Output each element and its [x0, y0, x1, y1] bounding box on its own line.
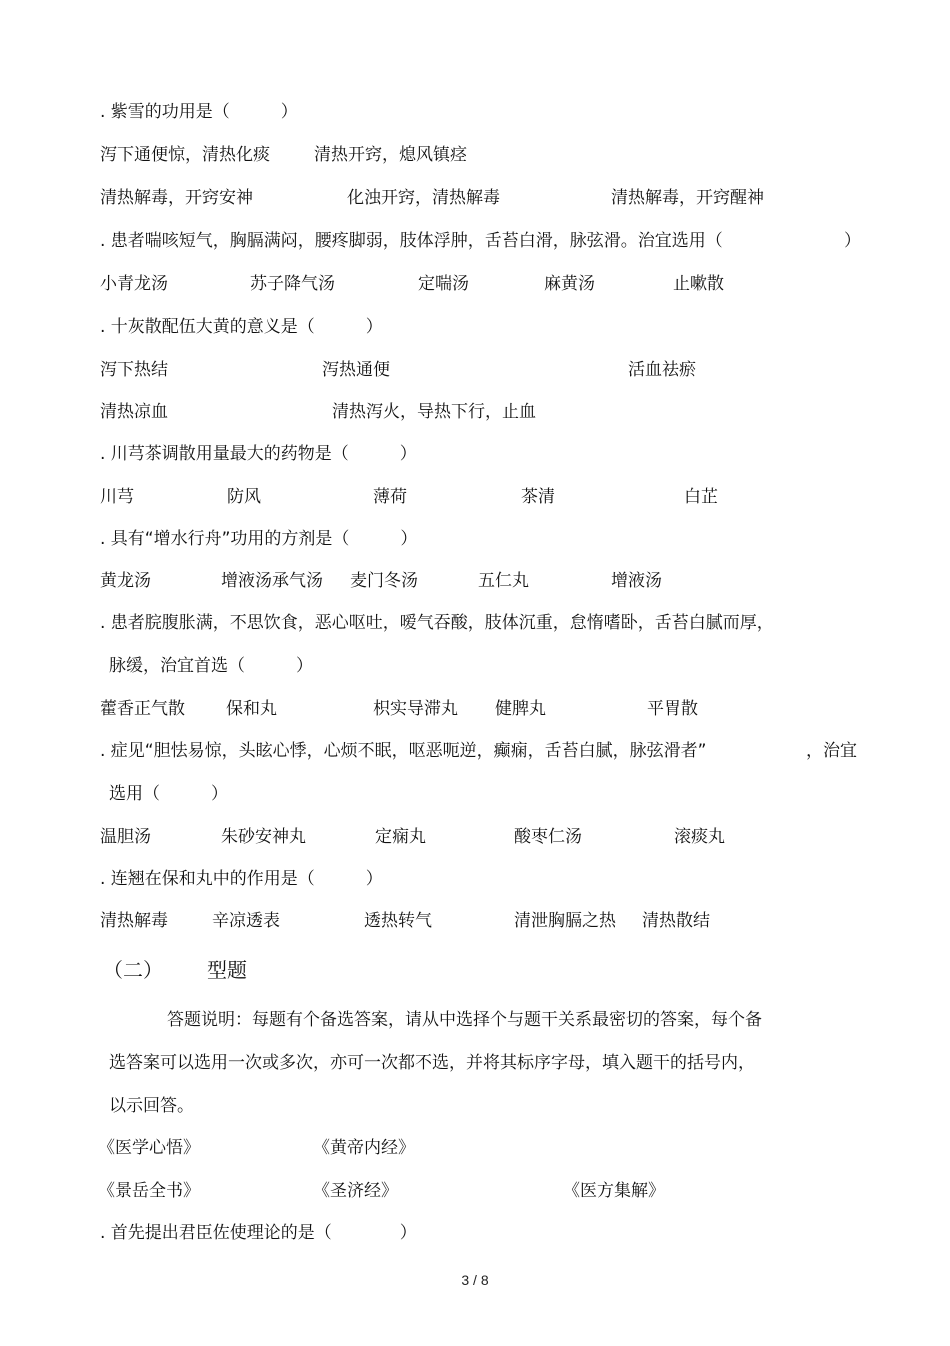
option: 清泄胸膈之热: [514, 911, 616, 931]
option: 滚痰丸: [674, 827, 725, 847]
option: 泻下热结: [100, 360, 168, 380]
option: 清热泻火，导热下行，止血: [332, 402, 536, 422]
option: 清热凉血: [100, 402, 168, 422]
option: 茶清: [521, 487, 555, 507]
option: 清热散结: [642, 911, 710, 931]
option: 《圣济经》: [313, 1181, 398, 1201]
option: 酸枣仁汤: [514, 827, 582, 847]
question-stem: . 具有“增水行舟”功用的方剂是（ ）: [100, 529, 418, 549]
instructions-line: 以示回答。: [109, 1096, 194, 1116]
option: 泻下通便惊，清热化痰: [100, 145, 270, 165]
section-number: （二）: [103, 958, 163, 982]
option: 《医方集解》: [563, 1181, 665, 1201]
option: 川芎: [100, 487, 134, 507]
question-stem-tail: ，治宜: [806, 741, 857, 761]
option: 透热转气: [364, 911, 432, 931]
page-number: 3 / 8: [461, 1272, 489, 1288]
option: 《医学心悟》: [98, 1138, 200, 1158]
option: 黄龙汤: [100, 571, 151, 591]
question-stem: . 连翘在保和丸中的作用是（ ）: [100, 869, 383, 889]
option: 清热解毒，开窍安神: [100, 188, 253, 208]
option: 薄荷: [373, 487, 407, 507]
option: 藿香正气散: [100, 699, 185, 719]
option: 麦门冬汤: [350, 571, 418, 591]
option: 健脾丸: [495, 699, 546, 719]
option: 麻黄汤: [544, 274, 595, 294]
option: 活血祛瘀: [628, 360, 696, 380]
option: 温胆汤: [100, 827, 151, 847]
question-stem: . 患者脘腹胀满，不思饮食，恶心呕吐，嗳气吞酸，肢体沉重，怠惰嗜卧，舌苔白腻而厚，: [100, 613, 774, 633]
question-stem: . 首先提出君臣佐使理论的是（ ）: [100, 1223, 417, 1243]
option: 清热开窍，熄风镇痉: [314, 145, 467, 165]
option: 《黄帝内经》: [313, 1138, 415, 1158]
question-stem: . 患者喘咳短气，胸膈满闷，腰疼脚弱，肢体浮肿，舌苔白滑，脉弦滑。治宜选用（: [100, 231, 723, 251]
question-stem: . 十灰散配伍大黄的意义是（ ）: [100, 317, 383, 337]
question-bracket-close: ）: [844, 231, 861, 251]
option: 增液汤承气汤: [221, 571, 323, 591]
question-stem-continued: 选用（ ）: [109, 784, 228, 804]
option: 止嗽散: [673, 274, 724, 294]
instructions-line: 选答案可以选用一次或多次，亦可一次都不选，并将其标序字母，填入题干的括号内，: [109, 1053, 755, 1073]
question-stem: . 症见“胆怯易惊，头眩心悸，心烦不眠，呕恶呃逆，癫痫，舌苔白腻，脉弦滑者”: [100, 741, 707, 761]
option: 清热解毒: [100, 911, 168, 931]
option: 定喘汤: [418, 274, 469, 294]
section-title: 型题: [207, 958, 247, 982]
option: 防风: [227, 487, 261, 507]
instructions-line: 答题说明：每题有个备选答案，请从中选择个与题干关系最密切的答案，每个备: [167, 1010, 762, 1030]
question-stem: . 紫雪的功用是（ ）: [100, 102, 298, 122]
option: 定痫丸: [375, 827, 426, 847]
option: 增液汤: [611, 571, 662, 591]
option: 朱砂安神丸: [221, 827, 306, 847]
option: 小青龙汤: [100, 274, 168, 294]
option: 辛凉透表: [212, 911, 280, 931]
option: 泻热通便: [322, 360, 390, 380]
question-stem: . 川芎茶调散用量最大的药物是（ ）: [100, 444, 417, 464]
option: 保和丸: [226, 699, 277, 719]
question-stem-continued: 脉缓，治宜首选（ ）: [109, 656, 313, 676]
option: 苏子降气汤: [250, 274, 335, 294]
option: 平胃散: [647, 699, 698, 719]
option: 清热解毒，开窍醒神: [611, 188, 764, 208]
option: 白芷: [684, 487, 718, 507]
option: 《景岳全书》: [98, 1181, 200, 1201]
option: 五仁丸: [478, 571, 529, 591]
option: 化浊开窍，清热解毒: [347, 188, 500, 208]
option: 枳实导滞丸: [373, 699, 458, 719]
